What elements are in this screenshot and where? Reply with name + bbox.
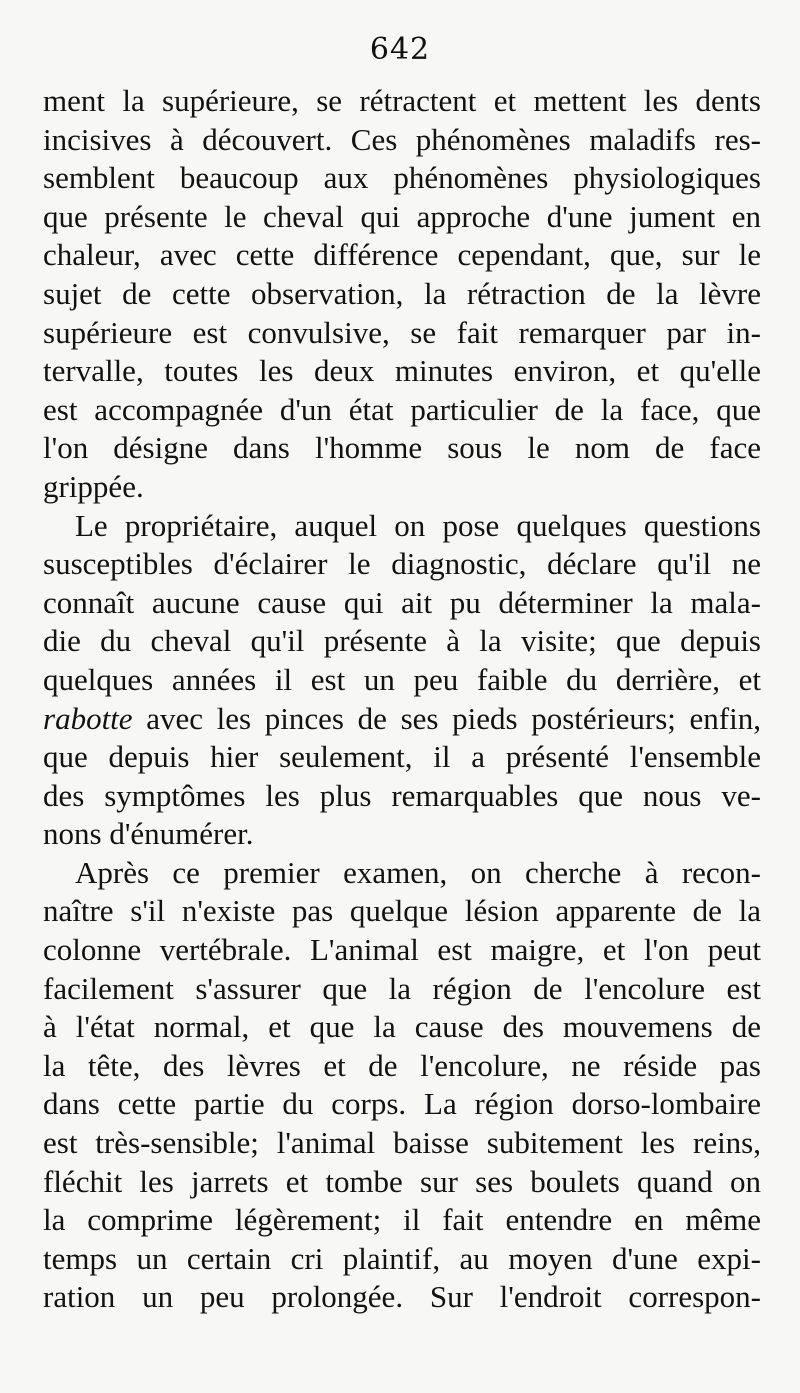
text-line: que depuis hier seulement, il a présenté l'ensemble	[43, 739, 761, 775]
text-line: des symptômes les plus remarquables que nous ve-	[43, 777, 761, 813]
text-line: l'on désigne dans l'homme sous le nom de face	[43, 430, 761, 466]
body-text	[43, 82, 761, 1317]
paragraph-2	[43, 507, 761, 854]
text-line: dans cette partie du corps. La région dorso-lombaire	[43, 1086, 761, 1122]
page-number: 642	[369, 32, 431, 67]
text-line: temps un certain cri plaintif, au moyen d'une expi-	[43, 1240, 761, 1276]
text-line: supérieure est convulsive, se fait remarquer par in-	[43, 314, 761, 350]
text-line: colonne vertébrale. L'animal est maigre, et l'on peut	[43, 932, 761, 968]
text-line: grippée.	[43, 468, 144, 504]
text-line: tervalle, toutes les deux minutes environ, et qu'elle	[43, 353, 761, 389]
text-line: chaleur, avec cette différence cependant, que, sur le	[43, 237, 761, 273]
text-line: facilement s'assurer que la région de l'encolure est	[43, 970, 761, 1006]
text-line: fléchit les jarrets et tombe sur ses boulets quand on	[43, 1163, 761, 1199]
text-line: Le propriétaire, auquel on pose quelques questions	[75, 507, 761, 543]
text-line: nons d'énumérer.	[43, 816, 254, 852]
text-line: naître s'il n'existe pas quelque lésion apparente de la	[43, 893, 761, 929]
text-line: à l'état normal, et que la cause des mouvemens de	[43, 1009, 761, 1045]
text-line: quelques années il est un peu faible du derrière, et	[43, 661, 761, 697]
text-line: ration un peu prolongée. Sur l'endroit correspon-	[43, 1279, 761, 1315]
text-line: que présente le cheval qui approche d'une jument en	[43, 198, 761, 234]
text-line: est accompagnée d'un état particulier de la face, que	[43, 391, 761, 427]
text-line: semblent beaucoup aux phénomènes physiologiques	[43, 160, 761, 196]
text-line: Après ce premier examen, on cherche à recon-	[75, 854, 761, 890]
line-rest: avec les pinces de ses pieds postérieurs; enfin,	[132, 700, 761, 736]
text-line: la comprime légèrement; il fait entendre en même	[43, 1202, 761, 1238]
text-line: est très-sensible; l'animal baisse subitement les reins,	[43, 1125, 761, 1161]
paragraph-3	[43, 854, 761, 1317]
text-line-with-italic	[43, 700, 761, 739]
text-line: die du cheval qu'il présente à la visite; que depuis	[43, 623, 761, 659]
text-line: la tête, des lèvres et de l'encolure, ne réside pas	[43, 1047, 761, 1083]
text-line: sujet de cette observation, la rétraction de la lèvre	[43, 275, 761, 311]
italic-word: rabotte	[43, 700, 133, 736]
paragraph-1	[43, 82, 761, 507]
text-line: ment la supérieure, se rétractent et mettent les dents	[43, 83, 761, 118]
text-line: incisives à découvert. Ces phénomènes maladifs res-	[43, 121, 761, 157]
text-line: susceptibles d'éclairer le diagnostic, déclare qu'il ne	[43, 546, 761, 582]
text-line: connaît aucune cause qui ait pu déterminer la mala-	[43, 584, 761, 620]
